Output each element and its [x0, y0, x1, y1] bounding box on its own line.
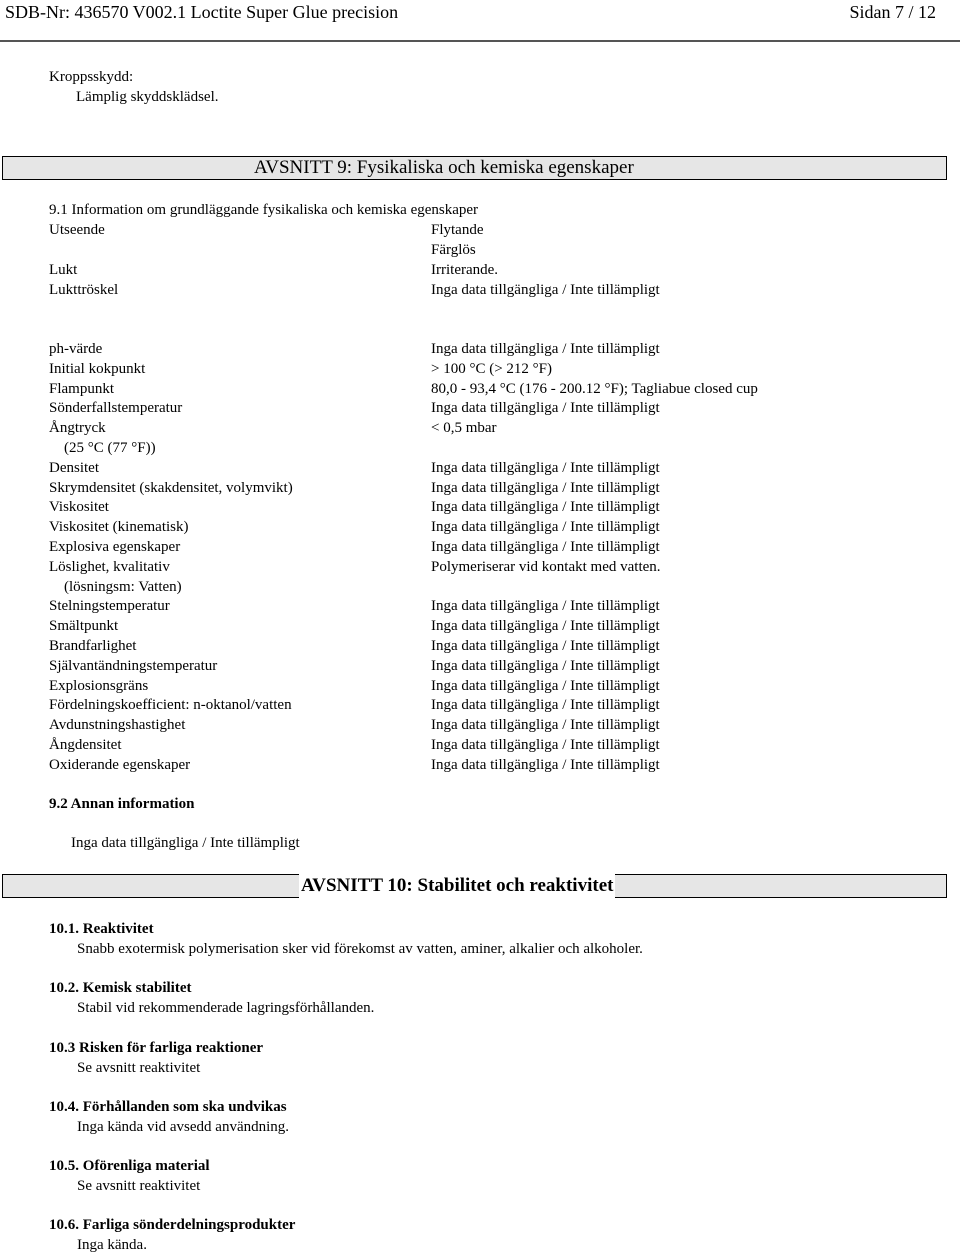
- property-value: Inga data tillgängliga / Inte tillämpligt: [431, 341, 660, 357]
- protection-value: Lämplig skyddsklädsel.: [76, 89, 219, 105]
- section-10-item-heading: 10.4. Förhållanden som ska undvikas: [49, 1099, 287, 1115]
- appearance-label: Utseende: [49, 222, 105, 238]
- property-value: 80,0 - 93,4 °C (176 - 200.12 °F); Tagliabue closed cup: [431, 381, 758, 397]
- property-label: Brandfarlighet: [49, 638, 137, 654]
- section-9-2-heading: 9.2 Annan information: [49, 796, 195, 812]
- section-9-2-text: Inga data tillgängliga / Inte tillämpligt: [71, 835, 300, 851]
- property-label: Explosiva egenskaper: [49, 539, 181, 555]
- property-label: Explosionsgräns: [49, 678, 149, 694]
- section-10-item-text: Snabb exotermisk polymerisation sker vid förekomst av vatten, aminer, alkalier och alkoholer.: [77, 941, 643, 957]
- property-value: Inga data tillgängliga / Inte tillämpligt: [431, 598, 660, 614]
- property-label: Löslighet, kvalitativ: [49, 559, 170, 575]
- property-value: Inga data tillgängliga / Inte tillämpligt: [431, 618, 660, 634]
- section-10-item-text: Inga kända.: [77, 1237, 147, 1253]
- section-10-item-heading: 10.3 Risken för farliga reaktioner: [49, 1040, 264, 1056]
- property-value: < 0,5 mbar: [431, 420, 497, 436]
- section-9-title: AVSNITT 9: Fysikaliska och kemiska egenskaper: [254, 157, 634, 178]
- page-number: Sidan 7 / 12: [849, 2, 936, 22]
- property-label: Oxiderande egenskaper: [49, 757, 191, 773]
- property-label: Självantändningstemperatur: [49, 658, 218, 674]
- property-label: ph-värde: [49, 341, 103, 357]
- property-label: (25 °C (77 °F)): [49, 440, 156, 456]
- property-label: Stelningstemperatur: [49, 598, 170, 614]
- property-label: Skrymdensitet (skakdensitet, volymvikt): [49, 480, 293, 496]
- property-value: Inga data tillgängliga / Inte tillämpligt: [431, 539, 660, 555]
- property-value: Inga data tillgängliga / Inte tillämpligt: [431, 737, 660, 753]
- property-value: Inga data tillgängliga / Inte tillämpligt: [431, 678, 660, 694]
- document-header-id: SDB-Nr: 436570 V002.1 Loctite Super Glue precision: [5, 2, 399, 22]
- property-label: Initial kokpunkt: [49, 361, 146, 377]
- property-label: Densitet: [49, 460, 99, 476]
- property-label: Viskositet (kinematisk): [49, 519, 189, 535]
- section-10-title: AVSNITT 10: Stabilitet och reaktivitet: [301, 875, 614, 896]
- section-10-item-heading: 10.5. Oförenliga material: [49, 1158, 210, 1174]
- property-label: (lösningsm: Vatten): [49, 579, 182, 595]
- property-value: Inga data tillgängliga / Inte tillämpligt: [431, 519, 660, 535]
- section-9-1-heading: 9.1 Information om grundläggande fysikaliska och kemiska egenskaper: [49, 202, 479, 218]
- property-label: Sönderfallstemperatur: [49, 400, 183, 416]
- property-label: Smältpunkt: [49, 618, 119, 634]
- property-value: Inga data tillgängliga / Inte tillämpligt: [431, 658, 660, 674]
- section-10-item-text: Inga kända vid avsedd användning.: [77, 1119, 290, 1135]
- property-value: > 100 °C (> 212 °F): [431, 361, 553, 377]
- section-10-item-text: Stabil vid rekommenderade lagringsförhållanden.: [77, 1000, 375, 1016]
- section-10-item-text: Se avsnitt reaktivitet: [77, 1178, 201, 1194]
- header-divider: [0, 40, 960, 42]
- property-value: Inga data tillgängliga / Inte tillämpligt: [431, 460, 660, 476]
- section-10-item-heading: 10.2. Kemisk stabilitet: [49, 980, 192, 996]
- odor-label: Lukt: [49, 262, 78, 278]
- property-value: Inga data tillgängliga / Inte tillämpligt: [431, 697, 660, 713]
- property-value: Inga data tillgängliga / Inte tillämpligt: [431, 400, 660, 416]
- property-label: Flampunkt: [49, 381, 115, 397]
- odor-threshold-label: Lukttröskel: [49, 282, 119, 298]
- property-label: Fördelningskoefficient: n-oktanol/vatten: [49, 697, 292, 713]
- odor-threshold-value: Inga data tillgängliga / Inte tillämpligt: [431, 282, 660, 298]
- section-10-item-heading: 10.1. Reaktivitet: [49, 921, 154, 937]
- property-value: Inga data tillgängliga / Inte tillämpligt: [431, 717, 660, 733]
- appearance-value-1: Flytande: [431, 222, 484, 238]
- property-value: Inga data tillgängliga / Inte tillämpligt: [431, 757, 660, 773]
- appearance-value-2: Färglös: [431, 242, 476, 258]
- property-label: Viskositet: [49, 499, 109, 515]
- property-value: Polymeriserar vid kontakt med vatten.: [431, 559, 661, 575]
- odor-value: Irriterande.: [431, 262, 499, 278]
- property-label: Avdunstningshastighet: [49, 717, 186, 733]
- property-label: Ångdensitet: [49, 737, 122, 753]
- property-value: Inga data tillgängliga / Inte tillämpligt: [431, 638, 660, 654]
- property-label: Ångtryck: [49, 420, 106, 436]
- section-10-item-heading: 10.6. Farliga sönderdelningsprodukter: [49, 1217, 296, 1233]
- section-10-item-text: Se avsnitt reaktivitet: [77, 1060, 201, 1076]
- property-value: Inga data tillgängliga / Inte tillämpligt: [431, 480, 660, 496]
- property-value: Inga data tillgängliga / Inte tillämpligt: [431, 499, 660, 515]
- protection-label: Kroppsskydd:: [49, 69, 134, 85]
